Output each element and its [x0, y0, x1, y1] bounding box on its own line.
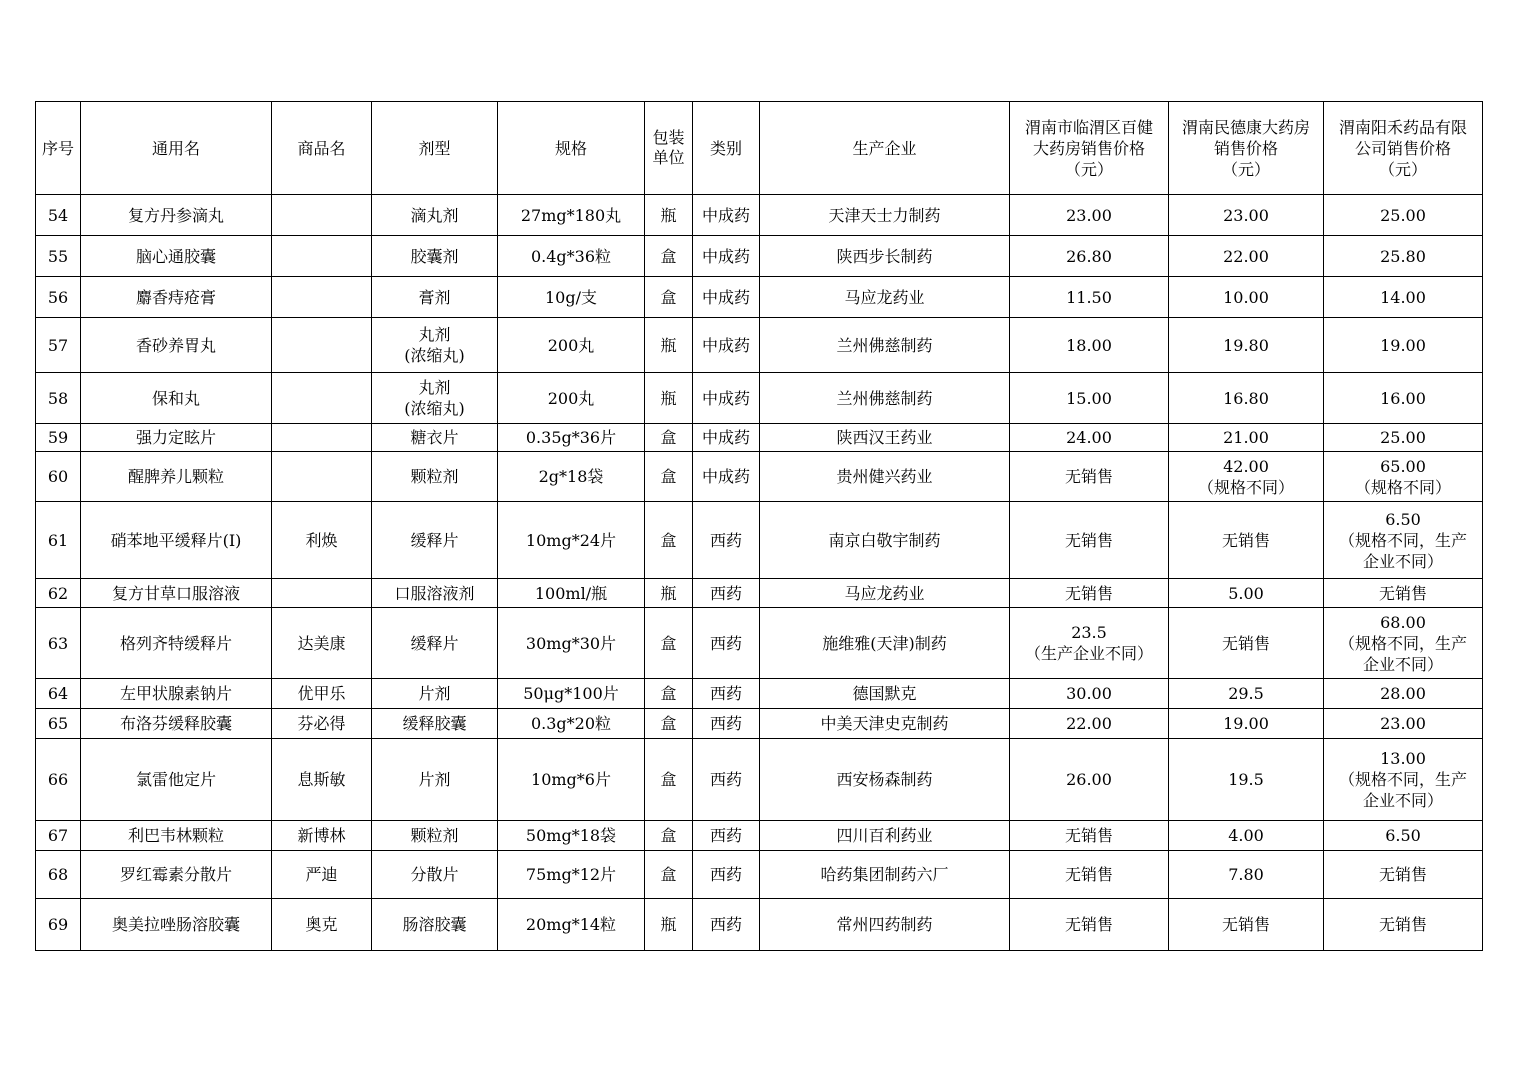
- cell-generic-name: 麝香痔疮膏: [81, 277, 272, 318]
- table-row: [36, 277, 1483, 318]
- cell-pack-unit: 盒: [645, 821, 693, 851]
- cell-spec: 10mg*6片: [498, 739, 645, 821]
- cell-spec: 27mg*180丸: [498, 195, 645, 236]
- cell-dosage-form: 缓释胶囊: [372, 709, 498, 739]
- cell-pack-unit: 盒: [645, 679, 693, 709]
- cell-price-mindekang: 23.00: [1169, 195, 1324, 236]
- cell-category: 西药: [693, 739, 760, 821]
- cell-dosage-form: 颗粒剂: [372, 452, 498, 502]
- cell-category: 西药: [693, 502, 760, 579]
- cell-price-mindekang: 29.5: [1169, 679, 1324, 709]
- cell-dosage-form: 膏剂: [372, 277, 498, 318]
- cell-pack-unit: 盒: [645, 277, 693, 318]
- cell-price-baijian: 无销售: [1010, 851, 1169, 899]
- cell-spec: 200丸: [498, 318, 645, 373]
- cell-pack-unit: 瓶: [645, 579, 693, 608]
- cell-brand-name: [272, 424, 372, 452]
- cell-generic-name: 硝苯地平缓释片(Ⅰ): [81, 502, 272, 579]
- cell-brand-name: 新博林: [272, 821, 372, 851]
- cell-generic-name: 脑心通胶囊: [81, 236, 272, 277]
- cell-price-mindekang: 5.00: [1169, 579, 1324, 608]
- cell-index: 54: [36, 195, 81, 236]
- cell-manufacturer: 马应龙药业: [760, 277, 1010, 318]
- cell-price-mindekang: 19.5: [1169, 739, 1324, 821]
- cell-brand-name: 利焕: [272, 502, 372, 579]
- cell-price-baijian: 18.00: [1010, 318, 1169, 373]
- table-row: [36, 236, 1483, 277]
- header-manufacturer: 生产企业: [760, 102, 1010, 195]
- cell-generic-name: 醒脾养儿颗粒: [81, 452, 272, 502]
- cell-dosage-form: 滴丸剂: [372, 195, 498, 236]
- cell-price-mindekang: 10.00: [1169, 277, 1324, 318]
- cell-price-yanghe: 25.00: [1324, 424, 1483, 452]
- cell-pack-unit: 盒: [645, 709, 693, 739]
- table-row: [36, 851, 1483, 899]
- cell-manufacturer: 陕西步长制药: [760, 236, 1010, 277]
- cell-price-mindekang: 无销售: [1169, 502, 1324, 579]
- cell-manufacturer: 贵州健兴药业: [760, 452, 1010, 502]
- cell-manufacturer: 马应龙药业: [760, 579, 1010, 608]
- cell-index: 66: [36, 739, 81, 821]
- header-price-mindekang: 渭南民德康大药房 销售价格 （元）: [1169, 102, 1324, 195]
- cell-price-yanghe: 无销售: [1324, 851, 1483, 899]
- cell-price-mindekang: 21.00: [1169, 424, 1324, 452]
- header-generic-name: 通用名: [81, 102, 272, 195]
- cell-pack-unit: 盒: [645, 424, 693, 452]
- cell-index: 58: [36, 373, 81, 424]
- cell-index: 64: [36, 679, 81, 709]
- cell-manufacturer: 常州四药制药: [760, 899, 1010, 951]
- cell-price-mindekang: 7.80: [1169, 851, 1324, 899]
- cell-price-mindekang: 无销售: [1169, 899, 1324, 951]
- cell-price-baijian: 15.00: [1010, 373, 1169, 424]
- header-pack-unit: 包装 单位: [645, 102, 693, 195]
- cell-manufacturer: 哈药集团制药六厂: [760, 851, 1010, 899]
- cell-generic-name: 左甲状腺素钠片: [81, 679, 272, 709]
- cell-pack-unit: 盒: [645, 502, 693, 579]
- table-row: [36, 821, 1483, 851]
- table-row: [36, 502, 1483, 579]
- header-price-yanghe: 渭南阳禾药品有限 公司销售价格 （元）: [1324, 102, 1483, 195]
- cell-brand-name: [272, 195, 372, 236]
- cell-dosage-form: 缓释片: [372, 608, 498, 679]
- table-row: [36, 195, 1483, 236]
- header-index: 序号: [36, 102, 81, 195]
- cell-price-mindekang: 无销售: [1169, 608, 1324, 679]
- cell-manufacturer: 德国默克: [760, 679, 1010, 709]
- cell-price-baijian: 11.50: [1010, 277, 1169, 318]
- cell-price-baijian: 无销售: [1010, 452, 1169, 502]
- cell-price-yanghe: 6.50 （规格不同，生产 企业不同）: [1324, 502, 1483, 579]
- cell-price-yanghe: 6.50: [1324, 821, 1483, 851]
- cell-category: 中成药: [693, 373, 760, 424]
- cell-category: 中成药: [693, 195, 760, 236]
- cell-index: 67: [36, 821, 81, 851]
- cell-spec: 2g*18袋: [498, 452, 645, 502]
- cell-price-baijian: 无销售: [1010, 899, 1169, 951]
- cell-brand-name: 息斯敏: [272, 739, 372, 821]
- cell-price-baijian: 22.00: [1010, 709, 1169, 739]
- table-row: [36, 373, 1483, 424]
- cell-price-baijian: 23.5 （生产企业不同）: [1010, 608, 1169, 679]
- cell-generic-name: 布洛芬缓释胶囊: [81, 709, 272, 739]
- cell-spec: 10mg*24片: [498, 502, 645, 579]
- cell-brand-name: [272, 452, 372, 502]
- cell-dosage-form: 片剂: [372, 739, 498, 821]
- cell-index: 68: [36, 851, 81, 899]
- cell-price-yanghe: 无销售: [1324, 579, 1483, 608]
- cell-manufacturer: 天津天士力制药: [760, 195, 1010, 236]
- cell-pack-unit: 盒: [645, 851, 693, 899]
- cell-category: 西药: [693, 608, 760, 679]
- header-category: 类别: [693, 102, 760, 195]
- table-row: [36, 424, 1483, 452]
- cell-brand-name: [272, 373, 372, 424]
- cell-dosage-form: 胶囊剂: [372, 236, 498, 277]
- cell-manufacturer: 南京白敬宇制药: [760, 502, 1010, 579]
- cell-category: 西药: [693, 579, 760, 608]
- cell-price-baijian: 23.00: [1010, 195, 1169, 236]
- cell-price-yanghe: 23.00: [1324, 709, 1483, 739]
- cell-index: 69: [36, 899, 81, 951]
- header-row: [36, 102, 1483, 195]
- cell-brand-name: 达美康: [272, 608, 372, 679]
- cell-pack-unit: 瓶: [645, 373, 693, 424]
- cell-brand-name: 严迪: [272, 851, 372, 899]
- cell-category: 西药: [693, 679, 760, 709]
- cell-pack-unit: 瓶: [645, 318, 693, 373]
- cell-manufacturer: 西安杨森制药: [760, 739, 1010, 821]
- cell-generic-name: 格列齐特缓释片: [81, 608, 272, 679]
- cell-brand-name: [272, 579, 372, 608]
- cell-category: 中成药: [693, 452, 760, 502]
- table-row: [36, 579, 1483, 608]
- cell-price-mindekang: 19.80: [1169, 318, 1324, 373]
- cell-category: 西药: [693, 709, 760, 739]
- cell-brand-name: 奥克: [272, 899, 372, 951]
- cell-pack-unit: 盒: [645, 236, 693, 277]
- cell-price-mindekang: 19.00: [1169, 709, 1324, 739]
- cell-price-yanghe: 13.00 （规格不同，生产 企业不同）: [1324, 739, 1483, 821]
- cell-price-baijian: 无销售: [1010, 502, 1169, 579]
- header-spec: 规格: [498, 102, 645, 195]
- cell-spec: 100ml/瓶: [498, 579, 645, 608]
- cell-category: 中成药: [693, 318, 760, 373]
- cell-dosage-form: 缓释片: [372, 502, 498, 579]
- cell-index: 61: [36, 502, 81, 579]
- cell-price-mindekang: 22.00: [1169, 236, 1324, 277]
- cell-price-yanghe: 14.00: [1324, 277, 1483, 318]
- cell-brand-name: [272, 236, 372, 277]
- cell-index: 57: [36, 318, 81, 373]
- cell-spec: 10g/支: [498, 277, 645, 318]
- cell-price-baijian: 26.00: [1010, 739, 1169, 821]
- cell-index: 62: [36, 579, 81, 608]
- cell-generic-name: 香砂养胃丸: [81, 318, 272, 373]
- cell-price-baijian: 30.00: [1010, 679, 1169, 709]
- cell-generic-name: 复方甘草口服溶液: [81, 579, 272, 608]
- cell-generic-name: 罗红霉素分散片: [81, 851, 272, 899]
- table-row: [36, 452, 1483, 502]
- cell-index: 55: [36, 236, 81, 277]
- cell-price-mindekang: 42.00 （规格不同）: [1169, 452, 1324, 502]
- cell-generic-name: 保和丸: [81, 373, 272, 424]
- cell-index: 56: [36, 277, 81, 318]
- cell-generic-name: 氯雷他定片: [81, 739, 272, 821]
- cell-price-yanghe: 16.00: [1324, 373, 1483, 424]
- cell-brand-name: 优甲乐: [272, 679, 372, 709]
- cell-spec: 75mg*12片: [498, 851, 645, 899]
- cell-spec: 50mg*18袋: [498, 821, 645, 851]
- cell-price-yanghe: 25.00: [1324, 195, 1483, 236]
- cell-price-mindekang: 16.80: [1169, 373, 1324, 424]
- header-brand-name: 商品名: [272, 102, 372, 195]
- cell-spec: 0.35g*36片: [498, 424, 645, 452]
- cell-manufacturer: 陕西汉王药业: [760, 424, 1010, 452]
- cell-generic-name: 奥美拉唑肠溶胶囊: [81, 899, 272, 951]
- cell-spec: 30mg*30片: [498, 608, 645, 679]
- cell-price-yanghe: 28.00: [1324, 679, 1483, 709]
- cell-spec: 50μg*100片: [498, 679, 645, 709]
- cell-index: 63: [36, 608, 81, 679]
- table-row: [36, 318, 1483, 373]
- cell-category: 西药: [693, 851, 760, 899]
- table-row: [36, 739, 1483, 821]
- cell-category: 中成药: [693, 277, 760, 318]
- cell-price-yanghe: 25.80: [1324, 236, 1483, 277]
- cell-price-yanghe: 无销售: [1324, 899, 1483, 951]
- cell-dosage-form: 肠溶胶囊: [372, 899, 498, 951]
- cell-dosage-form: 糖衣片: [372, 424, 498, 452]
- cell-dosage-form: 口服溶液剂: [372, 579, 498, 608]
- table-row: [36, 709, 1483, 739]
- cell-index: 65: [36, 709, 81, 739]
- cell-manufacturer: 施维雅(天津)制药: [760, 608, 1010, 679]
- cell-category: 西药: [693, 821, 760, 851]
- cell-manufacturer: 中美天津史克制药: [760, 709, 1010, 739]
- cell-spec: 0.3g*20粒: [498, 709, 645, 739]
- cell-index: 60: [36, 452, 81, 502]
- cell-index: 59: [36, 424, 81, 452]
- cell-dosage-form: 丸剂 (浓缩丸): [372, 318, 498, 373]
- cell-dosage-form: 片剂: [372, 679, 498, 709]
- cell-price-mindekang: 4.00: [1169, 821, 1324, 851]
- cell-pack-unit: 瓶: [645, 195, 693, 236]
- cell-dosage-form: 丸剂 (浓缩丸): [372, 373, 498, 424]
- cell-pack-unit: 盒: [645, 739, 693, 821]
- cell-manufacturer: 四川百利药业: [760, 821, 1010, 851]
- cell-spec: 0.4g*36粒: [498, 236, 645, 277]
- cell-generic-name: 利巴韦林颗粒: [81, 821, 272, 851]
- price-table: [35, 101, 1483, 951]
- cell-spec: 20mg*14粒: [498, 899, 645, 951]
- cell-brand-name: [272, 318, 372, 373]
- table-row: [36, 899, 1483, 951]
- cell-pack-unit: 盒: [645, 608, 693, 679]
- cell-price-yanghe: 19.00: [1324, 318, 1483, 373]
- header-dosage-form: 剂型: [372, 102, 498, 195]
- cell-price-baijian: 无销售: [1010, 579, 1169, 608]
- cell-pack-unit: 瓶: [645, 899, 693, 951]
- header-price-baijian: 渭南市临渭区百健 大药房销售价格 （元）: [1010, 102, 1169, 195]
- cell-category: 中成药: [693, 424, 760, 452]
- cell-dosage-form: 分散片: [372, 851, 498, 899]
- cell-dosage-form: 颗粒剂: [372, 821, 498, 851]
- cell-generic-name: 强力定眩片: [81, 424, 272, 452]
- table-row: [36, 679, 1483, 709]
- cell-price-baijian: 26.80: [1010, 236, 1169, 277]
- cell-category: 西药: [693, 899, 760, 951]
- cell-brand-name: [272, 277, 372, 318]
- cell-brand-name: 芬必得: [272, 709, 372, 739]
- cell-price-baijian: 24.00: [1010, 424, 1169, 452]
- cell-price-baijian: 无销售: [1010, 821, 1169, 851]
- cell-manufacturer: 兰州佛慈制药: [760, 318, 1010, 373]
- cell-category: 中成药: [693, 236, 760, 277]
- table-row: [36, 608, 1483, 679]
- cell-pack-unit: 盒: [645, 452, 693, 502]
- cell-generic-name: 复方丹参滴丸: [81, 195, 272, 236]
- cell-price-yanghe: 65.00 （规格不同）: [1324, 452, 1483, 502]
- cell-price-yanghe: 68.00 （规格不同，生产 企业不同）: [1324, 608, 1483, 679]
- cell-spec: 200丸: [498, 373, 645, 424]
- cell-manufacturer: 兰州佛慈制药: [760, 373, 1010, 424]
